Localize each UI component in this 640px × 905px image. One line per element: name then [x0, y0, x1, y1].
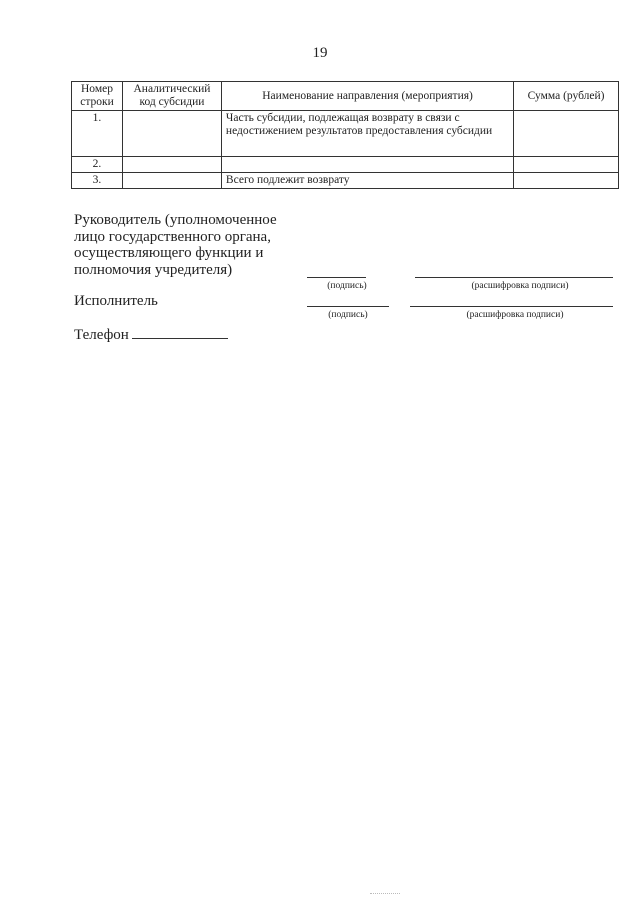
page-number: 19 [312, 45, 328, 61]
row-direction-name: Всего подлежит возврату [221, 173, 513, 189]
row-sum [514, 157, 619, 173]
header-sum: Сумма (рублей) [514, 82, 619, 111]
row-number: 3. [72, 173, 123, 189]
executor-label: Исполнитель [74, 293, 158, 309]
row-code [122, 111, 221, 157]
header-analytic-code: Аналитический код субсидии [122, 82, 221, 111]
row-code [122, 157, 221, 173]
row-number: 2. [72, 157, 123, 173]
row-direction-name [221, 157, 513, 173]
table-row [72, 157, 619, 173]
executor-signature-caption: (подпись) [328, 310, 368, 320]
row-sum [514, 173, 619, 189]
phone-label: Телефон [74, 327, 129, 343]
header-row-number: Номер строки [72, 82, 123, 111]
head-signatory-label: Руководитель (уполномоченное лицо государственного органа, осуществляющего функции и полномочия учредителя) [74, 212, 277, 278]
row-number: 1. [72, 111, 123, 157]
row-sum [514, 111, 619, 157]
head-signature-line [307, 277, 366, 278]
row-direction-name: Часть субсидии, подлежащая возврату в связи с недостижением результатов предоставления субсидии [221, 111, 513, 157]
phone-field-line [132, 324, 228, 339]
executor-signature-line [307, 306, 389, 307]
head-signature-caption: (подпись) [327, 281, 367, 291]
executor-decryption-line [410, 306, 613, 307]
table-row [72, 173, 619, 189]
phone-row [74, 324, 228, 344]
head-decryption-line [415, 277, 613, 278]
table-row [72, 111, 619, 157]
executor-decryption-caption: (расшифровка подписи) [466, 310, 564, 320]
table-header-row [72, 82, 619, 111]
head-decryption-caption: (расшифровка подписи) [471, 281, 569, 291]
row-code [122, 173, 221, 189]
header-direction-name: Наименование направления (мероприятия) [221, 82, 513, 111]
refund-table [71, 81, 619, 189]
footer-mark [370, 893, 400, 894]
